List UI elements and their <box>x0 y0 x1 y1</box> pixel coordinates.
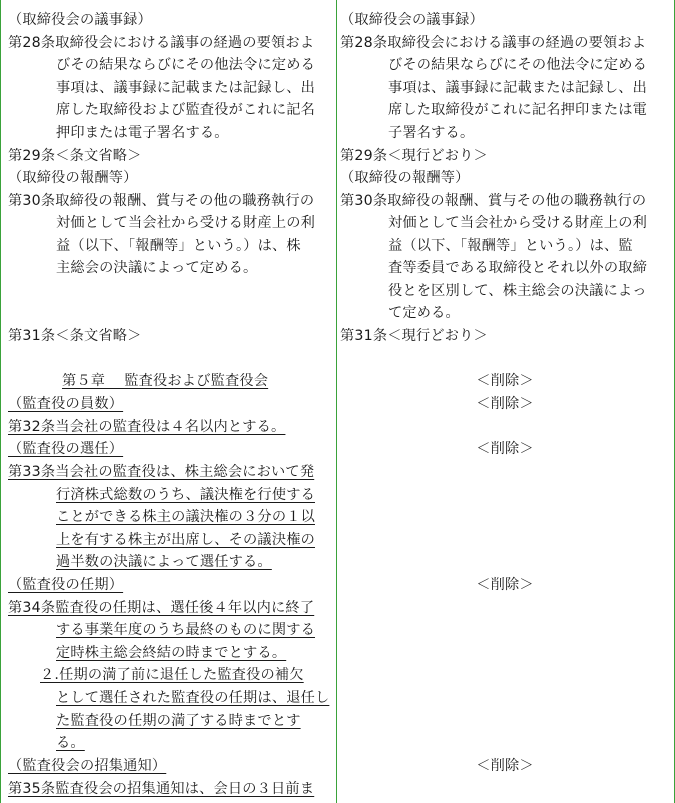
left-text-line: 第31条＜条文省略＞ <box>8 328 142 344</box>
left-text-line: として選任された監査役の任期は、退任し <box>56 690 330 706</box>
right-text-line: ＜削除＞ <box>476 758 534 774</box>
left-text-line: 第30条取締役の報酬、賞与その他の職務執行の <box>8 193 315 209</box>
right-text-line: 事項は、議事録に記載または記録し、出 <box>388 80 647 96</box>
left-text-line: （監査役会の招集通知） <box>8 758 167 774</box>
right-text-line: 第30条取締役の報酬、賞与その他の職務執行の <box>340 193 647 209</box>
left-text-line: 事項は、議事録に記載または記録し、出 <box>56 80 315 96</box>
right-text-line: ＜削除＞ <box>476 441 534 457</box>
right-text-line: 役とを区別して、株主総会の決議によっ <box>388 283 647 299</box>
left-text-line: 第35条監査役会の招集通知は、会日の３日前ま <box>8 781 315 797</box>
left-text-line: （取締役の報酬等） <box>8 170 138 186</box>
left-text-line: （取締役会の議事録） <box>8 12 152 28</box>
right-text-line: （取締役会の議事録） <box>340 12 484 28</box>
left-text-line: 定時株主総会終結の時までとする。 <box>56 645 287 661</box>
right-text-line: （取締役の報酬等） <box>340 170 470 186</box>
left-text-line: 益（以下、「報酬等」という。）は、株 <box>56 238 301 254</box>
left-text-line: 上を有する株主が出席し、その議決権の <box>56 532 315 548</box>
left-text-line: （監査役の員数） <box>8 396 124 412</box>
left-text-line: 第28条取締役会における議事の経過の要領およ <box>8 35 315 51</box>
right-text-line: 席した取締役がこれに記名押印または電 <box>388 102 647 118</box>
left-text-line: びその結果ならびにその他法令に定める <box>56 57 315 73</box>
left-text-line: ことができる株主の議決権の３分の１以 <box>56 509 315 525</box>
left-text-line: する事業年度のうち最終のものに関する <box>56 622 315 638</box>
left-text-line: 第32条当会社の監査役は４名以内とする。 <box>8 419 286 435</box>
right-text-line: 子署名する。 <box>388 125 475 141</box>
table-column-divider <box>336 0 337 803</box>
right-text-line: びその結果ならびにその他法令に定める <box>388 57 647 73</box>
right-text-line: 第28条取締役会における議事の経過の要領およ <box>340 35 647 51</box>
left-text-line: 第34条監査役の任期は、選任後４年以内に終了 <box>8 600 315 616</box>
left-text-line: る。 <box>56 735 85 751</box>
left-text-line: （監査役の選任） <box>8 441 124 457</box>
right-text-line: ＜削除＞ <box>476 396 534 412</box>
left-text-line: 過半数の決議によって選任する。 <box>56 554 272 570</box>
right-text-line: 益（以下、「報酬等」という。）は、監 <box>388 238 633 254</box>
right-text-line: ＜削除＞ <box>476 373 534 389</box>
left-text-line: （監査役の任期） <box>8 577 124 593</box>
table-border-left <box>0 0 1 803</box>
right-text-line: 第29条＜現行どおり＞ <box>340 148 488 164</box>
right-text-line: 対価として当会社から受ける財産上の利 <box>388 215 647 231</box>
left-text-line: 主総会の決議によって定める。 <box>56 260 258 276</box>
left-text-line: 席した取締役および監査役がこれに記名 <box>56 102 315 118</box>
left-text-line: 行済株式総数のうち、議決権を行使する <box>56 487 315 503</box>
right-text-line: 第31条＜現行どおり＞ <box>340 328 488 344</box>
left-text-line: 第29条＜条文省略＞ <box>8 148 142 164</box>
left-text-line: 対価として当会社から受ける財産上の利 <box>56 215 315 231</box>
left-text-line: 第５章 監査役および監査役会 <box>62 373 269 389</box>
right-text-line: 査等委員である取締役とそれ以外の取締 <box>388 260 647 276</box>
left-text-line: た監査役の任期の満了する時までとす <box>56 713 301 729</box>
right-text-line: て定める。 <box>388 305 460 321</box>
left-text-line: 押印または電子署名する。 <box>56 125 229 141</box>
right-text-line: ＜削除＞ <box>476 577 534 593</box>
left-text-line: ２.任期の満了前に退任した監査役の補欠 <box>40 667 304 683</box>
left-text-line: 第33条当会社の監査役は、株主総会において発 <box>8 464 315 480</box>
